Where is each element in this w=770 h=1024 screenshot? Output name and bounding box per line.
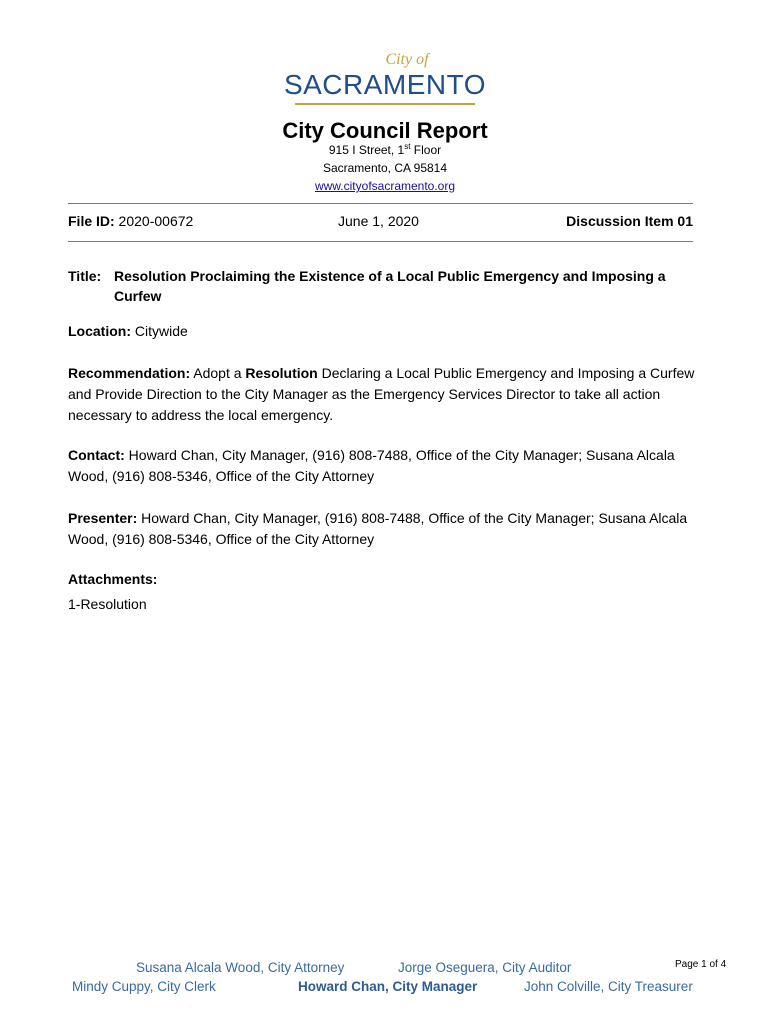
footer-city-attorney: Susana Alcala Wood, City Attorney <box>136 960 345 975</box>
meeting-date: June 1, 2020 <box>338 213 419 229</box>
attachment-item: 1-Resolution <box>68 596 147 612</box>
logo-underline <box>295 103 475 105</box>
presenter-label: Presenter: <box>68 510 138 526</box>
resolution-term: Resolution <box>245 365 318 381</box>
contact-label: Contact: <box>68 447 125 463</box>
footer-city-clerk: Mindy Cuppy, City Clerk <box>72 979 216 994</box>
recommendation-section: Recommendation: Adopt a Resolution Declaring a Local Public Emergency and Imposing a Curfew and Provide Direction to the City Manager as the Emergency Services Director to take all action necessary to address the local emergency. <box>68 365 695 423</box>
footer-city-auditor: Jorge Oseguera, City Auditor <box>398 960 572 975</box>
header-divider <box>68 203 693 204</box>
meta-divider <box>68 241 693 242</box>
address-line-1: 915 I Street, 1st Floor <box>328 142 442 157</box>
address-line-2: Sacramento, CA 95814 <box>322 161 448 175</box>
logo-city-of: City of <box>385 51 429 68</box>
footer-city-treasurer: John Colville, City Treasurer <box>524 979 693 994</box>
contact-section <box>68 445 698 487</box>
page-number: Page 1 of 4 <box>675 959 727 970</box>
discussion-item: Discussion Item 01 <box>566 213 693 229</box>
city-logo <box>0 52 770 105</box>
attachments-label: Attachments: <box>68 571 158 587</box>
report-title: City Council Report <box>282 118 488 143</box>
website-link[interactable]: www.cityofsacramento.org <box>314 179 456 193</box>
location-label: Location: <box>68 323 131 339</box>
logo-name: SACRAMENTO <box>283 69 487 100</box>
contact-value: Howard Chan, City Manager, (916) 808-7488, Office of the City Manager; Susana Alcala Wood, (916) 808-5346, Office of the City Attorney <box>68 447 675 484</box>
location-value: Citywide <box>131 323 188 339</box>
presenter-value: Howard Chan, City Manager, (916) 808-7488, Office of the City Manager; Susana Alcala Wood, (916) 808-5346, Office of the City Attorney <box>68 510 688 547</box>
recommendation-label: Recommendation: <box>68 365 191 381</box>
website-link-row <box>0 179 770 194</box>
file-id: File ID: 2020-00672 <box>68 213 194 229</box>
title-text: Resolution Proclaiming the Existence of a Local Public Emergency and Imposing a Curfew <box>114 268 666 304</box>
title-section <box>68 266 698 306</box>
presenter-section <box>68 508 698 550</box>
title-label: Title: <box>68 268 102 284</box>
location-section <box>68 321 698 342</box>
footer-city-manager: Howard Chan, City Manager <box>298 979 478 994</box>
